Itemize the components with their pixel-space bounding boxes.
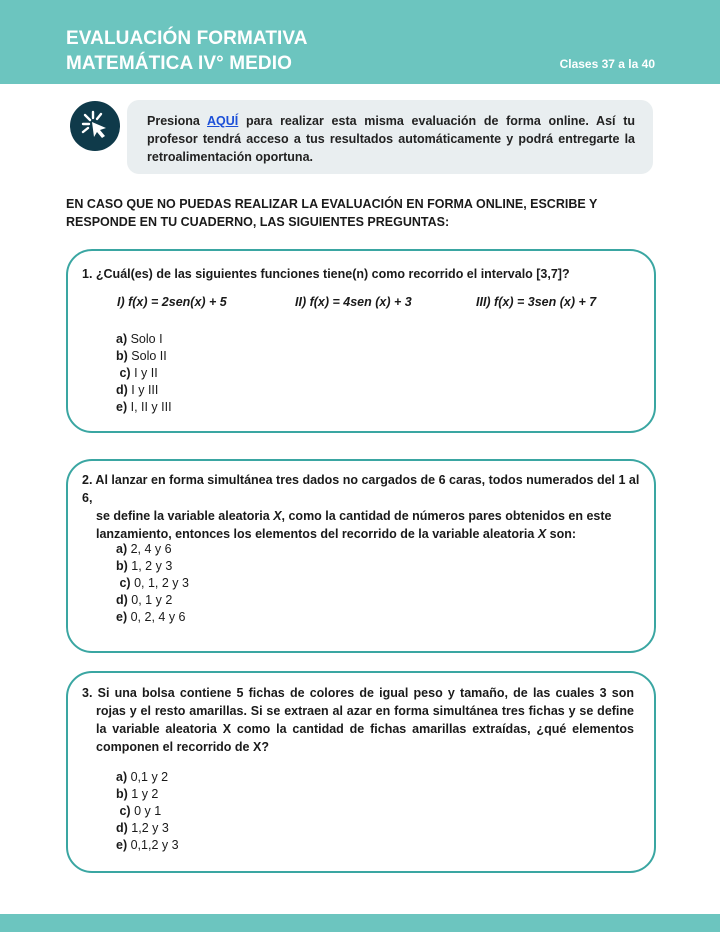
option-c[interactable]: c) 0, 1, 2 y 3 — [119, 576, 189, 590]
option-e[interactable]: e) I, II y III — [116, 400, 172, 414]
instructions: EN CASO QUE NO PUEDAS REALIZAR LA EVALUACIÓN EN FORMA ONLINE, ESCRIBE Y RESPONDE EN TU CUADERNO, LAS SIGUIENTES PREGUNTAS: — [66, 197, 598, 229]
notice-text: para realizar esta misma evaluación de forma online. Así tu profesor tendrá acceso a tus resultados automáticamente y podrá entregarte la retroalimentación oportuna. — [147, 114, 635, 164]
question-3-options — [116, 769, 179, 854]
online-notice — [127, 100, 653, 174]
function-iii: III) f(x) = 3sen (x) + 7 — [476, 295, 597, 309]
footer-bar — [0, 914, 720, 932]
option-a[interactable]: a) 2, 4 y 6 — [116, 542, 172, 556]
title-line-1: EVALUACIÓN FORMATIVA — [66, 28, 308, 49]
option-c[interactable]: c) I y II — [119, 366, 158, 380]
page-title — [66, 26, 308, 76]
question-2-options — [116, 541, 189, 626]
option-b[interactable]: b) 1 y 2 — [116, 787, 159, 801]
option-e[interactable]: e) 0, 2, 4 y 6 — [116, 610, 186, 624]
question-2-line-1: 2. Al lanzar en forma simultánea tres dados no cargados de 6 caras, todos numerados del 1 al 6, — [82, 473, 640, 505]
notice-prefix: Presiona — [147, 114, 208, 128]
online-link[interactable]: AQUÍ — [207, 114, 239, 128]
option-b[interactable]: b) 1, 2 y 3 — [116, 559, 173, 573]
option-c[interactable]: c) 0 y 1 — [119, 804, 162, 818]
option-d[interactable]: d) 1,2 y 3 — [116, 821, 169, 835]
question-1-functions — [117, 295, 637, 313]
option-a[interactable]: a) Solo I — [116, 332, 163, 346]
function-i: I) f(x) = 2sen(x) + 5 — [117, 295, 227, 309]
header-banner — [0, 0, 720, 84]
question-2-line-2: se define la variable aleatoria X, como la cantidad de números pares obtenidos en este — [96, 509, 612, 523]
question-1-text: 1. ¿Cuál(es) de las siguientes funciones tiene(n) como recorrido el intervalo [3,7]? — [82, 267, 570, 281]
option-d[interactable]: d) 0, 1 y 2 — [116, 593, 173, 607]
question-2-line-3: lanzamiento, entonces los elementos del recorrido de la variable aleatoria X son: — [96, 527, 577, 541]
option-b[interactable]: b) Solo II — [116, 349, 167, 363]
option-a[interactable]: a) 0,1 y 2 — [116, 770, 169, 784]
cursor-click-icon[interactable] — [70, 101, 120, 151]
option-d[interactable]: d) I y III — [116, 383, 159, 397]
question-3-text: 3. Si una bolsa contiene 5 fichas de colores de igual peso y tamaño, de las cuales 3 son rojas y el resto amarillas. Si se extraen al azar en forma simultánea tres fichas y se define la variable aleatoria X como la cantidad de fichas amarillas extraídas, ¿qué elementos componen el recorrido de X? — [82, 686, 634, 754]
question-2-text — [82, 471, 652, 543]
clases-label: Clases 37 a la 40 — [559, 57, 655, 71]
function-ii: II) f(x) = 4sen (x) + 3 — [295, 295, 412, 309]
option-e[interactable]: e) 0,1,2 y 3 — [116, 838, 179, 852]
title-line-2: MATEMÁTICA IV° MEDIO — [66, 53, 292, 74]
question-1-options — [116, 331, 172, 416]
